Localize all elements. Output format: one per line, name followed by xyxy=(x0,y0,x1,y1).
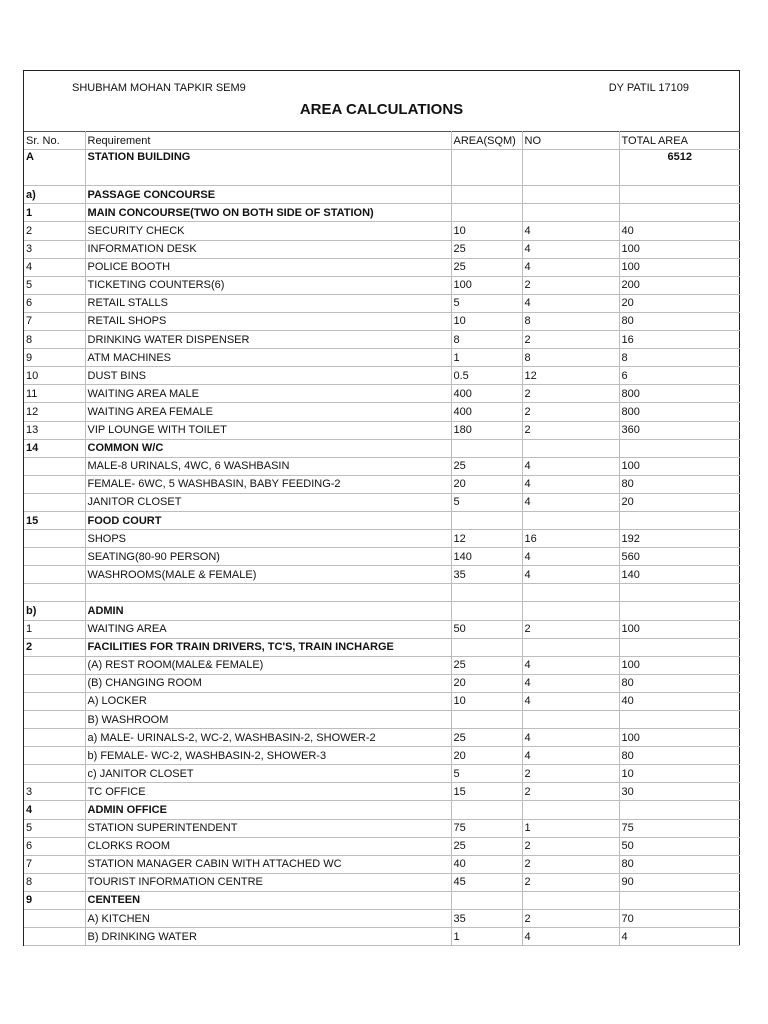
cell-sr-no xyxy=(24,656,85,674)
cell-no: 4 xyxy=(522,656,619,674)
cell-requirement: POLICE BOOTH xyxy=(85,258,451,276)
table-row xyxy=(24,819,740,837)
cell-requirement: VIP LOUNGE WITH TOILET xyxy=(85,421,451,439)
cell-no xyxy=(522,638,619,656)
cell-sr-no xyxy=(24,692,85,710)
cell-requirement: ADMIN OFFICE xyxy=(85,801,451,819)
cell-total-area: 80 xyxy=(619,674,740,692)
cell-total-area xyxy=(619,638,740,656)
table-row xyxy=(24,602,740,620)
area-table xyxy=(24,131,740,946)
cell-requirement: INFORMATION DESK xyxy=(85,240,451,258)
cell-requirement: WAITING AREA MALE xyxy=(85,385,451,403)
table-row xyxy=(24,150,740,186)
cell-no: 2 xyxy=(522,403,619,421)
cell-area xyxy=(451,511,522,529)
cell-total-area: 100 xyxy=(619,656,740,674)
cell-total-area: 40 xyxy=(619,692,740,710)
table-row xyxy=(24,367,740,385)
cell-requirement: PASSAGE CONCOURSE xyxy=(85,186,451,204)
table-row xyxy=(24,493,740,511)
cell-area: 1 xyxy=(451,349,522,367)
table-row xyxy=(24,801,740,819)
cell-total-area: 50 xyxy=(619,837,740,855)
cell-requirement: TICKETING COUNTERS(6) xyxy=(85,276,451,294)
column-header-no: NO xyxy=(522,132,619,150)
cell-total-area: 4 xyxy=(619,928,740,946)
cell-requirement: MALE-8 URINALS, 4WC, 6 WASHBASIN xyxy=(85,457,451,475)
cell-sr-no: 4 xyxy=(24,801,85,819)
table-row xyxy=(24,276,740,294)
cell-total-area: 560 xyxy=(619,548,740,566)
cell-total-area: 100 xyxy=(619,240,740,258)
cell-sr-no: 14 xyxy=(24,439,85,457)
table-row xyxy=(24,584,740,602)
cell-requirement: STATION MANAGER CABIN WITH ATTACHED WC xyxy=(85,855,451,873)
cell-no: 16 xyxy=(522,530,619,548)
cell-requirement: c) JANITOR CLOSET xyxy=(85,765,451,783)
cell-area: 25 xyxy=(451,656,522,674)
cell-area: 180 xyxy=(451,421,522,439)
cell-total-area xyxy=(619,584,740,602)
cell-sr-no xyxy=(24,584,85,602)
cell-area: 25 xyxy=(451,729,522,747)
cell-total-area: 200 xyxy=(619,276,740,294)
cell-sr-no: 8 xyxy=(24,331,85,349)
cell-requirement xyxy=(85,584,451,602)
cell-requirement: A) KITCHEN xyxy=(85,910,451,928)
cell-requirement: a) MALE- URINALS-2, WC-2, WASHBASIN-2, SHOWER-2 xyxy=(85,729,451,747)
cell-total-area: 90 xyxy=(619,873,740,891)
cell-area: 20 xyxy=(451,475,522,493)
cell-no: 4 xyxy=(522,240,619,258)
cell-no: 4 xyxy=(522,747,619,765)
cell-sr-no xyxy=(24,475,85,493)
cell-requirement: WASHROOMS(MALE & FEMALE) xyxy=(85,566,451,584)
cell-area: 5 xyxy=(451,294,522,312)
cell-sr-no: 2 xyxy=(24,638,85,656)
table-row xyxy=(24,222,740,240)
cell-total-area: 100 xyxy=(619,620,740,638)
cell-total-area: 80 xyxy=(619,312,740,330)
cell-area: 50 xyxy=(451,620,522,638)
page-title: AREA CALCULATIONS xyxy=(299,101,464,118)
cell-no: 2 xyxy=(522,765,619,783)
cell-requirement: CENTEEN xyxy=(85,891,451,909)
cell-sr-no xyxy=(24,493,85,511)
table-row xyxy=(24,873,740,891)
cell-total-area: 140 xyxy=(619,566,740,584)
cell-total-area xyxy=(619,602,740,620)
cell-requirement: JANITOR CLOSET xyxy=(85,493,451,511)
cell-total-area: 40 xyxy=(619,222,740,240)
cell-total-area xyxy=(619,711,740,729)
cell-no: 2 xyxy=(522,276,619,294)
cell-requirement: TOURIST INFORMATION CENTRE xyxy=(85,873,451,891)
cell-no: 2 xyxy=(522,855,619,873)
column-header-area: AREA(SQM) xyxy=(451,132,522,150)
cell-requirement: TC OFFICE xyxy=(85,783,451,801)
cell-sr-no: b) xyxy=(24,602,85,620)
cell-requirement: RETAIL SHOPS xyxy=(85,312,451,330)
table-row xyxy=(24,439,740,457)
cell-no: 4 xyxy=(522,222,619,240)
cell-area: 400 xyxy=(451,403,522,421)
cell-area: 25 xyxy=(451,837,522,855)
cell-no: 4 xyxy=(522,928,619,946)
cell-requirement: (B) CHANGING ROOM xyxy=(85,674,451,692)
cell-total-area: 6 xyxy=(619,367,740,385)
spreadsheet-page xyxy=(23,70,740,946)
cell-no: 2 xyxy=(522,910,619,928)
table-row xyxy=(24,294,740,312)
cell-area: 5 xyxy=(451,493,522,511)
cell-no: 4 xyxy=(522,457,619,475)
cell-sr-no: 6 xyxy=(24,294,85,312)
cell-requirement: (A) REST ROOM(MALE& FEMALE) xyxy=(85,656,451,674)
cell-total-area: 16 xyxy=(619,331,740,349)
cell-total-area xyxy=(619,204,740,222)
cell-requirement: FACILITIES FOR TRAIN DRIVERS, TC'S, TRAIN INCHARGE xyxy=(85,638,451,656)
table-row xyxy=(24,765,740,783)
cell-no: 4 xyxy=(522,258,619,276)
cell-sr-no: 5 xyxy=(24,819,85,837)
cell-no: 2 xyxy=(522,873,619,891)
column-header-requirement: Requirement xyxy=(85,132,451,150)
cell-sr-no: 15 xyxy=(24,511,85,529)
cell-no xyxy=(522,801,619,819)
table-row xyxy=(24,729,740,747)
cell-area xyxy=(451,439,522,457)
cell-no xyxy=(522,511,619,529)
table-row xyxy=(24,312,740,330)
cell-sr-no xyxy=(24,729,85,747)
cell-no: 8 xyxy=(522,312,619,330)
table-row xyxy=(24,511,740,529)
table-row xyxy=(24,638,740,656)
cell-no: 4 xyxy=(522,294,619,312)
cell-total-area xyxy=(619,511,740,529)
cell-total-area: 800 xyxy=(619,403,740,421)
table-row xyxy=(24,548,740,566)
cell-area: 10 xyxy=(451,312,522,330)
cell-area: 25 xyxy=(451,457,522,475)
cell-area: 12 xyxy=(451,530,522,548)
table-row xyxy=(24,566,740,584)
cell-no: 2 xyxy=(522,421,619,439)
cell-no: 4 xyxy=(522,548,619,566)
cell-no: 2 xyxy=(522,620,619,638)
cell-total-area: 80 xyxy=(619,475,740,493)
cell-area: 45 xyxy=(451,873,522,891)
cell-area xyxy=(451,891,522,909)
cell-no: 4 xyxy=(522,493,619,511)
cell-area: 40 xyxy=(451,855,522,873)
cell-sr-no: 3 xyxy=(24,240,85,258)
cell-requirement: DRINKING WATER DISPENSER xyxy=(85,331,451,349)
cell-sr-no xyxy=(24,566,85,584)
table-row xyxy=(24,692,740,710)
cell-sr-no: a) xyxy=(24,186,85,204)
cell-no: 4 xyxy=(522,674,619,692)
table-row xyxy=(24,204,740,222)
table-row xyxy=(24,855,740,873)
table-row xyxy=(24,891,740,909)
cell-requirement: ADMIN xyxy=(85,602,451,620)
cell-total-area: 360 xyxy=(619,421,740,439)
cell-requirement: SECURITY CHECK xyxy=(85,222,451,240)
table-row xyxy=(24,674,740,692)
cell-requirement: B) DRINKING WATER xyxy=(85,928,451,946)
cell-sr-no xyxy=(24,711,85,729)
cell-area: 400 xyxy=(451,385,522,403)
table-row xyxy=(24,530,740,548)
cell-requirement: WAITING AREA xyxy=(85,620,451,638)
cell-no xyxy=(522,204,619,222)
cell-total-area: 6512 xyxy=(619,150,740,186)
table-row xyxy=(24,475,740,493)
table-row xyxy=(24,331,740,349)
cell-area xyxy=(451,204,522,222)
table-row xyxy=(24,421,740,439)
cell-sr-no: 6 xyxy=(24,837,85,855)
cell-total-area: 800 xyxy=(619,385,740,403)
cell-sr-no xyxy=(24,765,85,783)
cell-no: 2 xyxy=(522,783,619,801)
cell-no: 4 xyxy=(522,475,619,493)
cell-sr-no: 7 xyxy=(24,855,85,873)
table-row xyxy=(24,656,740,674)
cell-area: 140 xyxy=(451,548,522,566)
cell-total-area: 80 xyxy=(619,855,740,873)
cell-no xyxy=(522,439,619,457)
cell-no: 8 xyxy=(522,349,619,367)
cell-total-area: 10 xyxy=(619,765,740,783)
table-row xyxy=(24,747,740,765)
cell-sr-no: 1 xyxy=(24,620,85,638)
table-row xyxy=(24,711,740,729)
table-row xyxy=(24,186,740,204)
table-row xyxy=(24,349,740,367)
cell-no: 2 xyxy=(522,837,619,855)
cell-total-area: 70 xyxy=(619,910,740,928)
cell-no xyxy=(522,186,619,204)
cell-no: 2 xyxy=(522,385,619,403)
cell-total-area xyxy=(619,186,740,204)
cell-sr-no: 13 xyxy=(24,421,85,439)
table-row xyxy=(24,928,740,946)
cell-area: 100 xyxy=(451,276,522,294)
cell-area: 8 xyxy=(451,331,522,349)
cell-area xyxy=(451,186,522,204)
cell-sr-no: 7 xyxy=(24,312,85,330)
cell-sr-no: 8 xyxy=(24,873,85,891)
cell-sr-no xyxy=(24,928,85,946)
cell-no: 2 xyxy=(522,331,619,349)
cell-total-area: 192 xyxy=(619,530,740,548)
table-row xyxy=(24,457,740,475)
cell-total-area: 8 xyxy=(619,349,740,367)
cell-total-area: 100 xyxy=(619,457,740,475)
table-row xyxy=(24,403,740,421)
cell-area: 10 xyxy=(451,222,522,240)
cell-requirement: COMMON W/C xyxy=(85,439,451,457)
cell-no: 1 xyxy=(522,819,619,837)
cell-area: 1 xyxy=(451,928,522,946)
cell-area: 5 xyxy=(451,765,522,783)
cell-requirement: RETAIL STALLS xyxy=(85,294,451,312)
cell-no: 4 xyxy=(522,566,619,584)
cell-requirement: STATION SUPERINTENDENT xyxy=(85,819,451,837)
cell-total-area xyxy=(619,439,740,457)
column-header-sr-no: Sr. No. xyxy=(24,132,85,150)
cell-area xyxy=(451,638,522,656)
table-row xyxy=(24,240,740,258)
cell-total-area: 100 xyxy=(619,729,740,747)
cell-sr-no: 10 xyxy=(24,367,85,385)
cell-total-area: 80 xyxy=(619,747,740,765)
cell-requirement: WAITING AREA FEMALE xyxy=(85,403,451,421)
table-row xyxy=(24,258,740,276)
cell-no xyxy=(522,584,619,602)
cell-sr-no: 9 xyxy=(24,891,85,909)
cell-no xyxy=(522,711,619,729)
cell-no: 12 xyxy=(522,367,619,385)
cell-area xyxy=(451,602,522,620)
cell-sr-no: 11 xyxy=(24,385,85,403)
cell-sr-no: 9 xyxy=(24,349,85,367)
cell-area: 75 xyxy=(451,819,522,837)
cell-sr-no: 12 xyxy=(24,403,85,421)
cell-area: 35 xyxy=(451,910,522,928)
table-header-row xyxy=(24,132,740,150)
table-row xyxy=(24,783,740,801)
cell-requirement: FEMALE- 6WC, 5 WASHBASIN, BABY FEEDING-2 xyxy=(85,475,451,493)
cell-sr-no: 3 xyxy=(24,783,85,801)
cell-no: 4 xyxy=(522,729,619,747)
cell-requirement: MAIN CONCOURSE(TWO ON BOTH SIDE OF STATION) xyxy=(85,204,451,222)
cell-no xyxy=(522,150,619,186)
cell-no xyxy=(522,602,619,620)
cell-requirement: b) FEMALE- WC-2, WASHBASIN-2, SHOWER-3 xyxy=(85,747,451,765)
cell-requirement: ATM MACHINES xyxy=(85,349,451,367)
cell-total-area: 20 xyxy=(619,493,740,511)
student-name-header: SHUBHAM MOHAN TAPKIR SEM9 xyxy=(72,82,246,94)
cell-area: 15 xyxy=(451,783,522,801)
cell-sr-no xyxy=(24,548,85,566)
cell-area: 0.5 xyxy=(451,367,522,385)
cell-requirement: CLORKS ROOM xyxy=(85,837,451,855)
cell-sr-no xyxy=(24,674,85,692)
cell-sr-no xyxy=(24,530,85,548)
cell-sr-no: 2 xyxy=(24,222,85,240)
cell-sr-no xyxy=(24,457,85,475)
cell-requirement: DUST BINS xyxy=(85,367,451,385)
cell-area: 25 xyxy=(451,240,522,258)
cell-requirement: A) LOCKER xyxy=(85,692,451,710)
table-row xyxy=(24,620,740,638)
cell-requirement: SEATING(80-90 PERSON) xyxy=(85,548,451,566)
cell-requirement: FOOD COURT xyxy=(85,511,451,529)
cell-requirement: STATION BUILDING xyxy=(85,150,451,186)
institute-header: DY PATIL 17109 xyxy=(608,82,689,94)
cell-total-area: 20 xyxy=(619,294,740,312)
cell-requirement: SHOPS xyxy=(85,530,451,548)
cell-sr-no: 1 xyxy=(24,204,85,222)
cell-sr-no: 5 xyxy=(24,276,85,294)
cell-area: 20 xyxy=(451,674,522,692)
cell-area xyxy=(451,150,522,186)
column-header-total-area: TOTAL AREA xyxy=(619,132,740,150)
table-row xyxy=(24,910,740,928)
cell-total-area xyxy=(619,891,740,909)
cell-area xyxy=(451,711,522,729)
cell-sr-no: 4 xyxy=(24,258,85,276)
cell-total-area: 75 xyxy=(619,819,740,837)
cell-area xyxy=(451,801,522,819)
cell-area: 25 xyxy=(451,258,522,276)
cell-area xyxy=(451,584,522,602)
table-row xyxy=(24,837,740,855)
cell-no xyxy=(522,891,619,909)
cell-sr-no xyxy=(24,910,85,928)
cell-no: 4 xyxy=(522,692,619,710)
cell-total-area xyxy=(619,801,740,819)
cell-requirement: B) WASHROOM xyxy=(85,711,451,729)
cell-area: 35 xyxy=(451,566,522,584)
cell-area: 10 xyxy=(451,692,522,710)
cell-area: 20 xyxy=(451,747,522,765)
cell-total-area: 30 xyxy=(619,783,740,801)
cell-total-area: 100 xyxy=(619,258,740,276)
table-row xyxy=(24,385,740,403)
cell-sr-no xyxy=(24,747,85,765)
cell-sr-no: A xyxy=(24,150,85,186)
